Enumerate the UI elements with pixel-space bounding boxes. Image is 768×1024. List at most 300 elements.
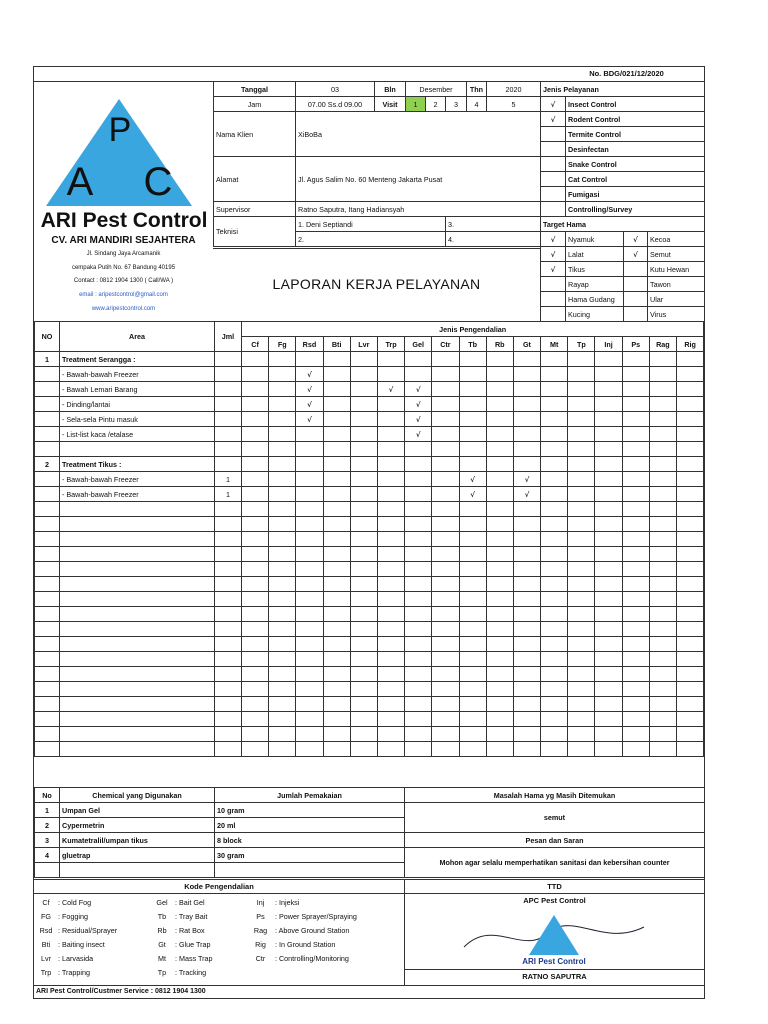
service-check xyxy=(541,202,566,217)
empty-cell xyxy=(350,592,377,607)
empty-cell xyxy=(432,517,459,532)
empty-cell xyxy=(568,517,595,532)
row-check-cell xyxy=(541,412,568,427)
row-check-cell xyxy=(541,427,568,442)
pest-check: √ xyxy=(541,232,566,247)
empty-cell xyxy=(595,652,622,667)
row-check-cell xyxy=(242,487,269,502)
col-jml-header: Jml xyxy=(215,322,242,352)
visit-option: 3 xyxy=(446,97,467,112)
empty-cell xyxy=(513,562,540,577)
empty-cell xyxy=(432,592,459,607)
service-check: √ xyxy=(541,97,566,112)
row-check-cell xyxy=(405,487,432,502)
empty-cell xyxy=(513,712,540,727)
report-title: LAPORAN KERJA PELAYANAN xyxy=(272,276,481,292)
row-check-cell xyxy=(622,457,649,472)
row-check-cell xyxy=(622,352,649,367)
empty-cell xyxy=(432,727,459,742)
empty-cell xyxy=(242,517,269,532)
empty-cell xyxy=(649,667,676,682)
row-check-cell xyxy=(377,412,404,427)
row-check-cell xyxy=(622,487,649,502)
empty-cell xyxy=(513,532,540,547)
row-check-cell xyxy=(432,367,459,382)
empty-cell xyxy=(323,622,350,637)
empty-cell xyxy=(242,652,269,667)
empty-cell xyxy=(649,607,676,622)
empty-cell xyxy=(595,562,622,577)
table-row-empty xyxy=(35,712,704,727)
row-check-cell: √ xyxy=(405,382,432,397)
empty-cell xyxy=(405,592,432,607)
empty-cell xyxy=(486,547,513,562)
row-check-cell: √ xyxy=(296,397,323,412)
row-area: - Bawah-bawah Freezer xyxy=(60,472,215,487)
row-check-cell: √ xyxy=(459,487,486,502)
row-check-cell xyxy=(486,472,513,487)
row-check-cell xyxy=(377,427,404,442)
empty-cell xyxy=(486,502,513,517)
empty-cell xyxy=(269,532,296,547)
table-row xyxy=(35,487,704,502)
table-row-empty xyxy=(35,592,704,607)
row-check-cell xyxy=(541,472,568,487)
empty-cell xyxy=(677,577,704,592)
empty-cell xyxy=(405,727,432,742)
empty-cell xyxy=(649,697,676,712)
teknisi-2: 2. xyxy=(296,232,446,247)
empty-cell xyxy=(595,592,622,607)
row-check-cell xyxy=(377,367,404,382)
row-check-cell xyxy=(323,442,350,457)
empty-cell xyxy=(35,502,60,517)
empty-cell xyxy=(35,697,60,712)
row-check-cell xyxy=(269,457,296,472)
row-check-cell xyxy=(269,442,296,457)
row-check-cell xyxy=(350,367,377,382)
row-check-cell xyxy=(595,457,622,472)
row-check-cell: √ xyxy=(513,487,540,502)
treatment-table xyxy=(34,321,704,757)
empty-cell xyxy=(215,727,242,742)
empty-cell xyxy=(568,592,595,607)
empty-cell xyxy=(541,712,568,727)
empty-cell xyxy=(432,532,459,547)
empty-cell xyxy=(513,637,540,652)
table-row-empty xyxy=(35,652,704,667)
empty-cell xyxy=(432,577,459,592)
row-check-cell xyxy=(377,487,404,502)
svg-text:P: P xyxy=(108,111,132,149)
empty-cell xyxy=(296,517,323,532)
row-check-cell xyxy=(677,397,704,412)
empty-cell xyxy=(405,607,432,622)
empty-cell xyxy=(622,502,649,517)
row-check-cell xyxy=(541,367,568,382)
empty-cell xyxy=(513,727,540,742)
empty-cell xyxy=(486,652,513,667)
empty-cell xyxy=(323,532,350,547)
kode-desc: : Rat Box xyxy=(175,925,205,935)
klien-value: XiBoBa xyxy=(296,112,541,157)
empty-cell xyxy=(35,547,60,562)
klien-label: Nama Klien xyxy=(214,112,296,157)
empty-cell xyxy=(350,697,377,712)
empty-cell xyxy=(350,577,377,592)
row-no xyxy=(35,412,60,427)
empty-cell xyxy=(568,727,595,742)
empty-cell xyxy=(541,742,568,757)
table-row-empty xyxy=(35,637,704,652)
empty-cell xyxy=(677,667,704,682)
row-check-cell: √ xyxy=(296,367,323,382)
kode-desc: : Cold Fog xyxy=(58,897,92,907)
empty-cell xyxy=(269,652,296,667)
empty-cell xyxy=(296,637,323,652)
service-type-item: Controlling/Survey xyxy=(566,202,705,217)
pesan-label: Pesan dan Saran xyxy=(405,833,705,848)
row-no: 1 xyxy=(35,352,60,367)
row-area: Treatment Serangga : xyxy=(60,352,215,367)
empty-cell xyxy=(649,577,676,592)
row-check-cell xyxy=(677,367,704,382)
row-check-cell xyxy=(649,382,676,397)
thn-label: Thn xyxy=(467,82,487,97)
empty-cell xyxy=(60,622,215,637)
empty-cell xyxy=(568,577,595,592)
row-area: - Bawah Lemari Barang xyxy=(60,382,215,397)
row-check-cell xyxy=(242,367,269,382)
teknisi-4: 4. xyxy=(446,232,541,247)
kode-legend xyxy=(36,895,402,979)
empty-cell xyxy=(269,697,296,712)
masalah-value: semut xyxy=(405,803,705,833)
row-check-cell xyxy=(242,352,269,367)
row-check-cell xyxy=(541,382,568,397)
empty-cell xyxy=(377,622,404,637)
row-check-cell xyxy=(405,457,432,472)
svg-text:A: A xyxy=(66,160,94,204)
kode-code: Ps xyxy=(256,911,265,921)
empty-cell xyxy=(296,652,323,667)
empty-cell xyxy=(513,682,540,697)
empty-cell xyxy=(541,637,568,652)
empty-cell xyxy=(595,742,622,757)
pest-check: √ xyxy=(541,247,566,262)
service-type-item: Snake Control xyxy=(566,157,705,172)
empty-cell xyxy=(215,577,242,592)
row-check-cell xyxy=(622,397,649,412)
empty-cell xyxy=(432,667,459,682)
kode-desc: : Trapping xyxy=(58,967,90,977)
chem-no: 3 xyxy=(35,833,60,848)
empty-cell xyxy=(649,727,676,742)
row-check-cell xyxy=(677,412,704,427)
row-check-cell xyxy=(323,427,350,442)
empty-cell xyxy=(541,622,568,637)
empty-cell xyxy=(242,502,269,517)
row-check-cell xyxy=(595,472,622,487)
empty-cell xyxy=(60,592,215,607)
empty-cell xyxy=(242,607,269,622)
empty-cell xyxy=(60,532,215,547)
row-check-cell xyxy=(568,427,595,442)
empty-cell xyxy=(649,622,676,637)
empty-cell xyxy=(486,727,513,742)
empty-cell xyxy=(215,742,242,757)
empty-cell xyxy=(486,637,513,652)
row-check-cell xyxy=(323,412,350,427)
code-header: Inj xyxy=(595,337,622,352)
row-check-cell: √ xyxy=(405,397,432,412)
row-check-cell: √ xyxy=(513,472,540,487)
empty-cell xyxy=(568,607,595,622)
empty-cell xyxy=(432,562,459,577)
empty-cell xyxy=(622,547,649,562)
chem-name: Cypermetrin xyxy=(60,818,215,833)
code-header: Ps xyxy=(622,337,649,352)
row-check-cell xyxy=(486,442,513,457)
kode-desc: : Tray Bait xyxy=(175,911,208,921)
empty-cell xyxy=(486,667,513,682)
kode-code: Tb xyxy=(157,911,167,921)
empty-cell xyxy=(432,742,459,757)
row-check-cell xyxy=(323,397,350,412)
empty-cell xyxy=(350,667,377,682)
empty-cell xyxy=(541,652,568,667)
teknisi-1: 1. Deni Septiandi xyxy=(296,217,446,232)
empty-cell xyxy=(323,727,350,742)
empty-cell xyxy=(269,682,296,697)
row-check-cell xyxy=(459,457,486,472)
empty-cell xyxy=(350,517,377,532)
chem-amount-header: Jumlah Pemakaian xyxy=(215,788,405,803)
empty-cell xyxy=(432,697,459,712)
empty-cell xyxy=(677,517,704,532)
company-contact: Contact : 0812 1904 1300 ( Call/WA ) xyxy=(73,278,174,284)
empty-cell xyxy=(405,637,432,652)
pest-item: Kutu Hewan xyxy=(648,262,705,277)
supervisor-label: Supervisor xyxy=(214,202,296,217)
kode-code: Mt xyxy=(158,953,166,963)
row-check-cell xyxy=(677,472,704,487)
kode-code: Rsd xyxy=(39,925,53,935)
empty-cell xyxy=(649,712,676,727)
row-check-cell xyxy=(486,427,513,442)
row-check-cell xyxy=(513,352,540,367)
row-check-cell xyxy=(622,442,649,457)
empty-cell xyxy=(405,547,432,562)
row-check-cell xyxy=(486,457,513,472)
empty-cell xyxy=(60,562,215,577)
empty-cell xyxy=(677,727,704,742)
row-check-cell xyxy=(350,397,377,412)
table-row xyxy=(35,412,704,427)
empty-cell xyxy=(323,667,350,682)
row-check-cell xyxy=(296,427,323,442)
kode-desc: : In Ground Station xyxy=(275,939,336,949)
empty-cell xyxy=(269,667,296,682)
pest-check: √ xyxy=(624,232,648,247)
code-header: Gt xyxy=(513,337,540,352)
pest-check: √ xyxy=(541,262,566,277)
table-row xyxy=(35,397,704,412)
row-check-cell xyxy=(486,382,513,397)
pest-item: Virus xyxy=(648,307,705,322)
empty-cell xyxy=(595,667,622,682)
empty-cell xyxy=(350,742,377,757)
empty-cell xyxy=(513,652,540,667)
empty-cell xyxy=(35,607,60,622)
pest-item: Kucing xyxy=(566,307,624,322)
empty-cell xyxy=(568,637,595,652)
empty-cell xyxy=(35,742,60,757)
empty-cell xyxy=(242,682,269,697)
row-check-cell xyxy=(677,487,704,502)
empty-cell xyxy=(513,697,540,712)
row-check-cell xyxy=(541,442,568,457)
row-check-cell xyxy=(568,412,595,427)
empty-cell xyxy=(622,742,649,757)
row-check-cell xyxy=(242,427,269,442)
empty-cell xyxy=(513,742,540,757)
empty-cell xyxy=(35,532,60,547)
empty-cell xyxy=(459,682,486,697)
pest-check xyxy=(624,262,648,277)
empty-cell xyxy=(60,682,215,697)
empty-cell xyxy=(377,517,404,532)
row-check-cell xyxy=(649,397,676,412)
empty-cell xyxy=(350,637,377,652)
empty-cell xyxy=(677,562,704,577)
empty-cell xyxy=(459,712,486,727)
row-check-cell xyxy=(296,487,323,502)
row-check-cell xyxy=(486,397,513,412)
code-header: Tp xyxy=(568,337,595,352)
pest-check xyxy=(624,292,648,307)
code-header: Tb xyxy=(459,337,486,352)
row-check-cell xyxy=(350,352,377,367)
empty-cell xyxy=(541,547,568,562)
row-check-cell xyxy=(595,487,622,502)
chem-name: Umpan Gel xyxy=(60,803,215,818)
empty-cell xyxy=(269,622,296,637)
chem-name: gluetrap xyxy=(60,848,215,863)
row-check-cell xyxy=(377,472,404,487)
table-row xyxy=(35,427,704,442)
kode-desc: : Injeksi xyxy=(275,897,300,907)
empty-cell xyxy=(35,562,60,577)
empty-cell xyxy=(323,712,350,727)
empty-cell xyxy=(35,517,60,532)
empty-cell xyxy=(541,532,568,547)
kode-code: Rb xyxy=(157,925,167,935)
row-check-cell xyxy=(568,487,595,502)
empty-cell xyxy=(541,517,568,532)
row-jml xyxy=(215,367,242,382)
empty-cell xyxy=(595,517,622,532)
row-check-cell xyxy=(350,442,377,457)
empty-cell xyxy=(350,727,377,742)
empty-cell xyxy=(622,532,649,547)
empty-cell xyxy=(60,577,215,592)
ttd-name: RATNO SAPUTRA xyxy=(522,972,587,981)
empty-cell xyxy=(269,577,296,592)
empty-cell xyxy=(405,502,432,517)
empty-cell xyxy=(432,637,459,652)
empty-cell xyxy=(377,607,404,622)
empty-cell xyxy=(486,577,513,592)
empty-cell xyxy=(459,532,486,547)
row-check-cell xyxy=(622,427,649,442)
company-website: www.aripestcontrol.com xyxy=(91,306,156,312)
empty-cell xyxy=(35,682,60,697)
empty-cell xyxy=(242,637,269,652)
empty-cell xyxy=(215,502,242,517)
row-check-cell xyxy=(595,382,622,397)
row-check-cell xyxy=(459,367,486,382)
thn-value: 2020 xyxy=(487,82,541,97)
row-check-cell: √ xyxy=(459,472,486,487)
code-header: Rb xyxy=(486,337,513,352)
empty-cell xyxy=(459,517,486,532)
empty-cell xyxy=(568,667,595,682)
kode-desc xyxy=(273,965,402,979)
service-check xyxy=(541,187,566,202)
empty-cell xyxy=(432,622,459,637)
code-header: Mt xyxy=(541,337,568,352)
empty-cell xyxy=(242,622,269,637)
row-check-cell xyxy=(513,457,540,472)
empty-cell xyxy=(269,742,296,757)
empty-cell xyxy=(595,502,622,517)
row-area: - Bawah-bawah Freezer xyxy=(60,367,215,382)
alamat-label: Alamat xyxy=(214,157,296,202)
service-type-item: Insect Control xyxy=(566,97,705,112)
code-header: Rig xyxy=(677,337,704,352)
service-type-item: Desinfectan xyxy=(566,142,705,157)
empty-cell xyxy=(35,637,60,652)
visit-option: 4 xyxy=(467,97,487,112)
empty-cell xyxy=(649,682,676,697)
pest-item: Tikus xyxy=(566,262,624,277)
empty-cell xyxy=(242,592,269,607)
row-check-cell xyxy=(323,382,350,397)
empty-cell xyxy=(350,532,377,547)
empty-cell xyxy=(323,607,350,622)
kode-code: Gel xyxy=(156,897,168,907)
empty-cell xyxy=(242,712,269,727)
company-name: CV. ARI MANDIRI SEJAHTERA xyxy=(51,235,196,246)
empty-cell xyxy=(513,622,540,637)
row-check-cell xyxy=(649,487,676,502)
row-area: - Sela-sela Pintu masuk xyxy=(60,412,215,427)
empty-cell xyxy=(35,622,60,637)
pest-check xyxy=(541,292,566,307)
empty-cell xyxy=(296,562,323,577)
empty-cell xyxy=(350,607,377,622)
empty-cell xyxy=(215,697,242,712)
empty-cell xyxy=(296,697,323,712)
kode-desc: : Above Ground Station xyxy=(275,925,350,935)
empty-cell xyxy=(486,517,513,532)
empty-cell xyxy=(377,667,404,682)
empty-cell xyxy=(486,532,513,547)
row-check-cell xyxy=(649,367,676,382)
empty-cell xyxy=(405,532,432,547)
row-check-cell xyxy=(323,472,350,487)
